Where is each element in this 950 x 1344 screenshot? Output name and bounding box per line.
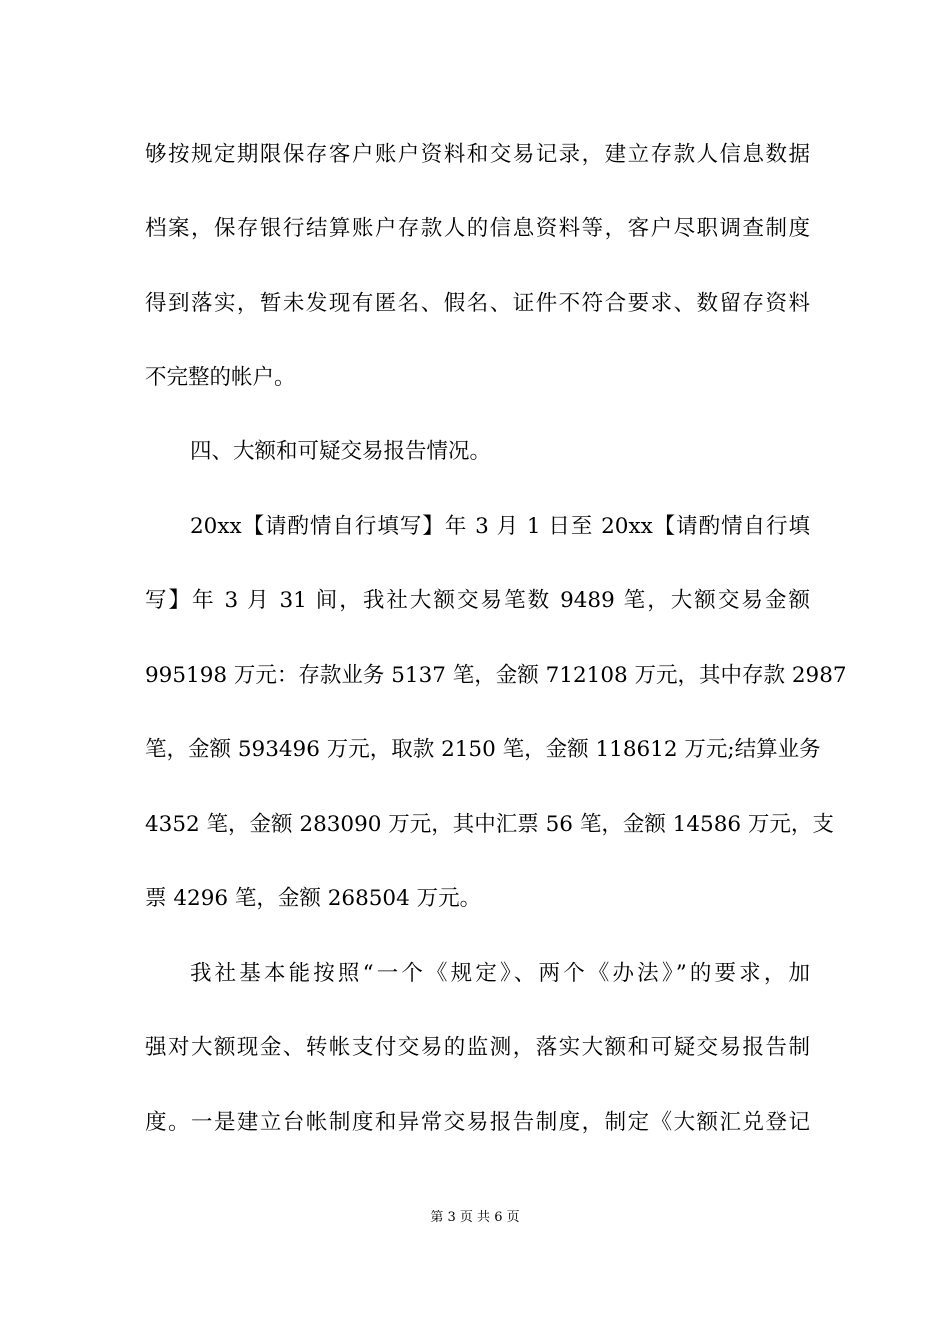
paragraph-line: 档案，保存银行结算账户存款人的信息资料等，客户尽职调查制度 [145, 216, 810, 241]
paragraph-line: 够按规定期限保存客户账户资料和交易记录，建立存款人信息数据 [145, 142, 810, 167]
paragraph-line: 995198 万元：存款业务 5137 笔，金额 712108 万元，其中存款 2987 [145, 663, 847, 688]
paragraph-line: 我社基本能按照“一个《规定》、两个《办法》”的要求，加 [190, 961, 810, 986]
paragraph-line: 得到落实，暂未发现有匿名、假名、证件不符合要求、数留存资料 [145, 291, 810, 316]
paragraph-line: 强对大额现金、转帐支付交易的监测，落实大额和可疑交易报告制 [145, 1035, 810, 1060]
page-number-footer: 第 3 页 共 6 页 [430, 1210, 520, 1225]
paragraph-line: 笔，金额 593496 万元，取款 2150 笔，金额 118612 万元;结算业务 [145, 737, 821, 762]
section-heading: 四、大额和可疑交易报告情况。 [190, 439, 492, 464]
paragraph-line: 票 4296 笔，金额 268504 万元。 [145, 886, 482, 911]
paragraph-line: 写】年 3 月 31 间，我社大额交易笔数 9489 笔，大额交易金额 [145, 588, 810, 613]
paragraph-line: 20xx【请酌情自行填写】年 3 月 1 日至 20xx【请酌情自行填 [190, 514, 810, 539]
paragraph-line: 4352 笔，金额 283090 万元，其中汇票 56 笔，金额 14586 万元，支 [145, 812, 834, 837]
paragraph-line: 不完整的帐户。 [145, 365, 296, 390]
paragraph-line: 度。一是建立台帐制度和异常交易报告制度，制定《大额汇兑登记 [145, 1110, 810, 1135]
